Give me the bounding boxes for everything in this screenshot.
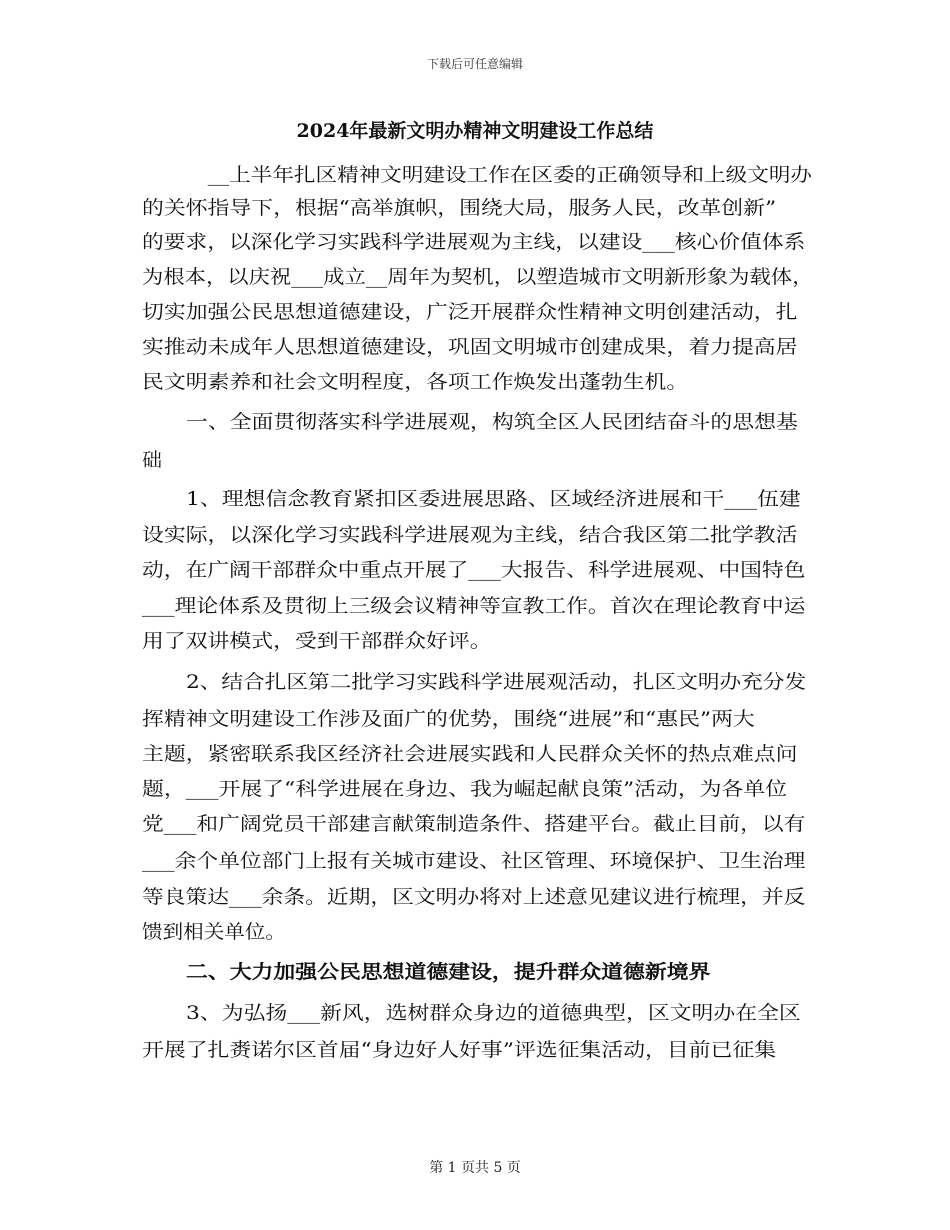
- body-line: 用了双讲模式，受到干部群众好评。: [142, 630, 492, 652]
- body-line: 2、结合扎区第二批学习实践科学进展观活动，扎区文明办充分发: [186, 671, 807, 693]
- body-line: 实推动未成年人思想道德建设，巩固文明城市创建成果，着力提高居: [142, 336, 798, 358]
- body-line: ___理论体系及贯彻上三级会议精神等宣教工作。首次在理论教育中运: [142, 595, 806, 617]
- body-line: 民文明素养和社会文明程度，各项工作焕发出蓬勃生机。: [142, 371, 689, 393]
- body-line: 切实加强公民思想道德建设，广泛开展群众性精神文明创建活动，扎: [142, 301, 798, 323]
- body-line: 的要求，以深化学习实践科学进展观为主线，以建设___核心价值体系: [142, 231, 806, 253]
- body-line: 题，___开展了“科学进展在身边、我为崛起献良策”活动，为各单位: [142, 778, 788, 800]
- body-line: 础: [142, 449, 163, 471]
- document-title: 2024年最新文明办精神文明建设工作总结: [296, 120, 654, 142]
- body-line: 3、为弘扬___新风，选树群众身边的道德典型，区文明办在全区: [186, 1002, 801, 1024]
- body-line: 二、大力加强公民思想道德建设，提升群众道德新境界: [186, 961, 711, 983]
- body-line: 党___和广阔党员干部建言献策制造条件、搭建平台。截止目前，以有: [142, 813, 806, 835]
- body-line: 一、全面贯彻落实科学进展观，构筑全区人民团结奋斗的思想基: [186, 411, 798, 433]
- body-line: 馈到相关单位。: [142, 921, 287, 943]
- body-line: 动，在广阔干部群众中重点开展了___大报告、科学进展观、中国特色: [142, 559, 806, 581]
- page-footer: 第 1 页共 5 页: [429, 1160, 521, 1176]
- body-line: 挥精神文明建设工作涉及面广的优势，围绕“进展”和“惠民”两大: [142, 708, 755, 730]
- body-line: 为根本，以庆祝___成立__周年为契机，以塑造城市文明新形象为载体，: [142, 266, 814, 288]
- body-line: 的关怀指导下，根据“高举旗帜，围绕大局，服务人民，改革创新”: [142, 197, 777, 219]
- body-line: 等良策达___余条。近期，区文明办将对上述意见建议进行梳理，并反: [142, 886, 806, 908]
- body-line: ___余个单位部门上报有关城市建设、社区管理、环境保护、卫生治理: [142, 850, 806, 872]
- body-line: 主题，紧密联系我区经济社会进展实践和人民群众关怀的热点难点问: [142, 743, 798, 765]
- page-header-note: 下载后可任意编辑: [426, 57, 523, 71]
- body-line: 开展了扎赉诺尔区首届“身边好人好事”评选征集活动，目前已征集: [142, 1039, 777, 1061]
- body-line: 设实际，以深化学习实践科学进展观为主线，结合我区第二批学教活: [142, 524, 798, 546]
- body-line: 1、理想信念教育紧扣区委进展思路、区域经济进展和干___伍建: [186, 488, 801, 510]
- body-line: __上半年扎区精神文明建设工作在区委的正确领导和上级文明办: [186, 164, 813, 186]
